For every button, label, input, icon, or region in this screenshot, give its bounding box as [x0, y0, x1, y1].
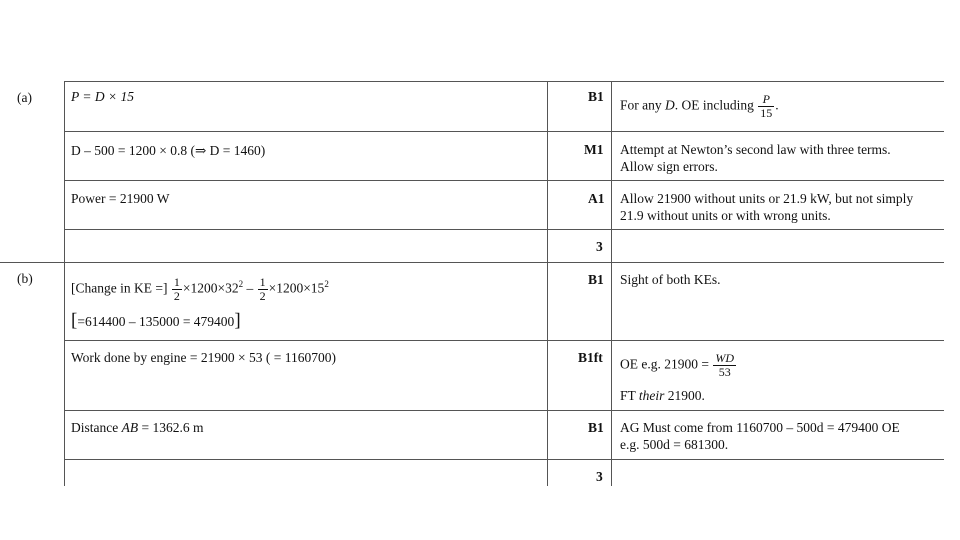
a1-mark: B1	[588, 89, 604, 104]
col-rule-3	[611, 81, 612, 486]
b2-oe-pre: OE e.g. 21900 =	[620, 356, 713, 372]
a-total-mark: 3	[596, 239, 603, 254]
b2-working: Work done by engine = 21900 × 53 ( = 1160700)	[71, 350, 336, 365]
b2-guidance-ft	[620, 387, 705, 404]
b1-term1: ×1200×32	[182, 280, 239, 296]
a1-guidance	[620, 93, 779, 120]
b2-ft-their: their	[638, 388, 665, 403]
rule-a2	[64, 180, 944, 181]
b3-working-ab: AB	[121, 420, 139, 435]
b2-ft-pre: FT	[620, 388, 639, 403]
a3-working: Power = 21900 W	[71, 191, 170, 206]
rule-a1	[64, 131, 944, 132]
half-fraction-1	[172, 276, 182, 303]
b1-half-den-2: 2	[259, 289, 266, 303]
a1-guidance-d: D	[665, 97, 675, 113]
col-rule-2	[547, 81, 548, 486]
b1-half-num-2: 1	[259, 275, 266, 289]
a1-guidance-mid: . OE including	[674, 97, 758, 113]
b1-mark: B1	[588, 272, 604, 287]
open-bracket: [	[71, 310, 78, 331]
a1-frac-num: P	[758, 93, 774, 107]
b3-working-post: = 1362.6 m	[138, 420, 204, 435]
a2-guidance-1: Attempt at Newton’s second law with three terms.	[620, 142, 891, 157]
b1-guidance-1: Sight of both KEs.	[620, 272, 721, 287]
part-a-label: (a)	[17, 90, 32, 105]
b3-working-pre: Distance	[71, 420, 122, 435]
rule-a3	[64, 229, 944, 230]
close-bracket: ]	[234, 310, 241, 331]
rule-top	[64, 81, 944, 82]
a2-mark: M1	[584, 142, 604, 157]
b1-working	[71, 276, 329, 303]
b3-guidance-2: e.g. 500d = 681300.	[620, 437, 729, 452]
half-fraction-2	[258, 276, 268, 303]
part-b-label: (b)	[17, 271, 33, 286]
b2-guidance-oe	[620, 352, 737, 379]
a2-guidance-2: Allow sign errors.	[620, 159, 718, 174]
b1-sq-1: 2	[238, 279, 244, 290]
b1-line2-text: =614400 – 135000 = 479400	[77, 314, 235, 329]
rule-b3	[64, 459, 944, 460]
p-over-15-fraction	[758, 93, 774, 120]
b3-mark: B1	[588, 420, 604, 435]
a1-guidance-post: .	[775, 97, 779, 113]
wd-over-53-fraction	[713, 352, 736, 379]
a2-working: D – 500 = 1200 × 0.8 (⇒ D = 1460)	[71, 143, 266, 158]
a3-guidance-2: 21.9 without units or with wrong units.	[620, 208, 831, 223]
b3-working	[71, 419, 203, 436]
a1-guidance-pre: For any	[620, 97, 665, 113]
a1-working-eq: P = D × 15	[71, 89, 134, 104]
col-rule-1	[64, 81, 65, 486]
b1-sq-2: 2	[324, 279, 329, 290]
b1-half-num-1: 1	[173, 275, 180, 289]
b-total-mark: 3	[596, 469, 603, 484]
b2-ft-post: 21900.	[664, 388, 705, 403]
b2-frac-den: 53	[718, 365, 731, 379]
a1-frac-den: 15	[760, 106, 773, 120]
b2-frac-num: WD	[715, 351, 735, 365]
b2-mark: B1ft	[578, 350, 603, 365]
b3-guidance-1: AG Must come from 1160700 – 500d = 479400 OE	[620, 420, 900, 435]
rule-b1	[64, 340, 944, 341]
rule-section	[0, 262, 944, 263]
rule-b2	[64, 410, 944, 411]
b1-half-den-1: 2	[173, 289, 180, 303]
a3-guidance-1: Allow 21900 without units or 21.9 kW, but not simply	[620, 191, 914, 206]
a1-working	[71, 88, 134, 105]
b1-working-line2	[71, 312, 241, 330]
b1-working-pre: [Change in KE =]	[71, 280, 171, 296]
b1-term2: ×1200×15	[268, 280, 325, 296]
b1-minus: –	[243, 280, 257, 296]
a3-mark: A1	[588, 191, 605, 206]
